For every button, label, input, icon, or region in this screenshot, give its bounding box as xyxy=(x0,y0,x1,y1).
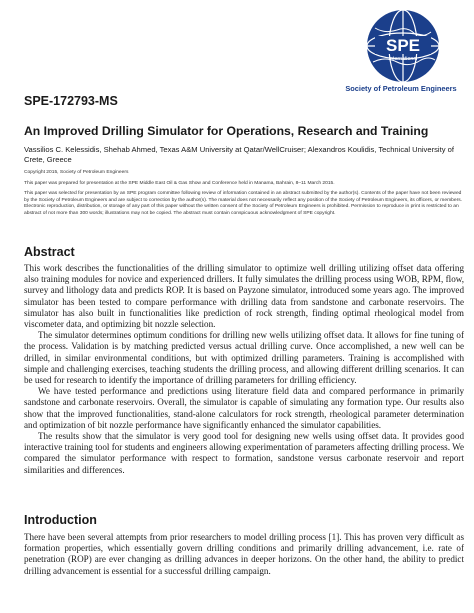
abstract-paragraph: We have tested performance and predictions using literature field data and compared performance in primarily sandstone and carbonate reservoirs. Overall, the simulator is capable of simulating any formation type. Our results also show that the improved functionalities, stand-alone calculators for rock strength, rheological parameter determination and optimization of bit nozzle performance have significantly enhanced the simulator capabilities. xyxy=(24,386,464,430)
abstract-paragraph: This work describes the functionalities of the drilling simulator to optimize well drilling utilizing offset data offering also training modules for novice and experienced drillers. It fully simulates the drilling process using WOB, RPM, flow, survey and lithology data and predicts ROP. It is based on Payzone simulator, introduced some years ago. The improved simulator has been tested to compare performance with drilling data from sandstone and carbonate reservoirs. The simulator has also built in functionalities like prediction of rock strength, finding optimal rheological model from viscometer data, and optimizing bit nozzle selection. xyxy=(24,263,464,330)
introduction-body xyxy=(24,532,464,577)
paper-title: An Improved Drilling Simulator for Operations, Research and Training xyxy=(24,124,429,138)
presentation-notice: This paper was prepared for presentation at the SPE Middle East Oil & Gas Show and Conference held in Manama, Bahrain, 8–11 March 2015. xyxy=(24,181,335,186)
copyright-notice: Copyright 2015, Society of Petroleum Engineers xyxy=(24,170,129,175)
logo-acronym: SPE xyxy=(385,36,421,55)
paper-authors: Vassilios C. Kelessidis, Shehab Ahmed, Texas A&M University at Qatar/WellCruiser; Alexandros Koulidis, Technical University of Crete, Greece xyxy=(24,145,454,164)
introduction-paragraph: There have been several attempts from prior researchers to model drilling process [1]. This has proven very difficult as formation properties, which essentially govern drilling conditions and primarily drilling advancement, i.e. rate of penetration (ROP) are ever changing as drilling advances in deeper horizons. On the other hand, the ability to predict drilling advancement is essential for a successful drilling campaign. xyxy=(24,532,464,576)
paper-id: SPE-172793-MS xyxy=(24,94,118,108)
disclaimer-notice: This paper was selected for presentation by an SPE program committee following review of information contained in an abstract submitted by the author(s). Contents of the paper have not been reviewed by the Society of Petroleum Engineers and are subject to correction by the author(s). The material does not necessarily reflect any position of the Society of Petroleum Engineers, its officers, or members. Electronic reproduction, distribution, or storage of any part of this paper without the written consent of the Society of Petroleum Engineers is prohibited. Permission to reproduce in print is restricted to an abstract of not more than 300 words; illustrations may not be copied. The abstract must contain conspicuous acknowledgment of SPE copyright. xyxy=(24,191,463,216)
abstract-paragraph: The simulator determines optimum conditions for drilling new wells utilizing offset data. It allows for fine tuning of the process. Validation is by matching predicted versus actual drilling curve. Once accomplished, a new well can be drilled, in similar environmental conditions, but with optimized drilling parameters. Training is accomplished with simple and challenging exercises, teaching students the drilling process, and allowing different drilling scenarios. It can be used for research to identify the importance of drilling parameters for drilling efficiency. xyxy=(24,330,464,386)
introduction-heading: Introduction xyxy=(24,513,97,527)
abstract-heading: Abstract xyxy=(24,245,75,259)
abstract-body xyxy=(24,263,464,476)
abstract-paragraph: The results show that the simulator is very good tool for designing new wells using offset data. It provides good interactive training tool for students and engineers allowing experimentation of parameters affecting drilling process. We compared the simulator performance with respect to formation, sandstone versus carbonate reservoir and report similarities and differences. xyxy=(24,431,464,475)
logo-subtitle: International xyxy=(388,56,418,62)
logo-society-name: Society of Petroleum Engineers xyxy=(345,84,457,93)
